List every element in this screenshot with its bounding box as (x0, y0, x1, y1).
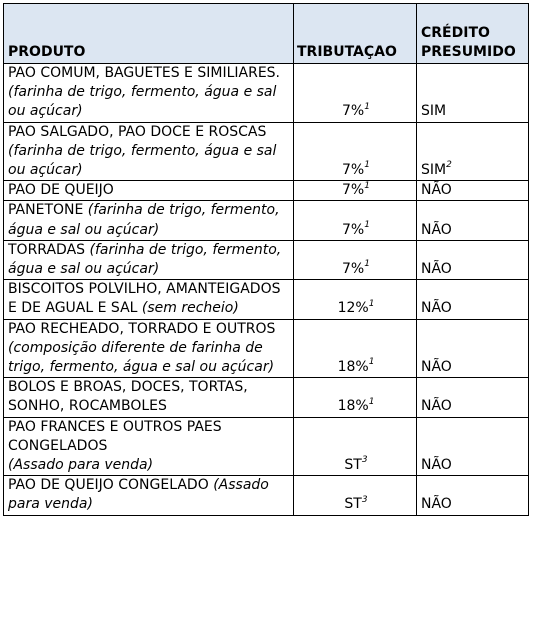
produto-name: PAO FRANCES E OUTROS PAES CONGELADOS (8, 418, 222, 454)
credito-value: NÃO (421, 261, 452, 278)
produto-note: (composição diferente de farinha de trigo, fermento, água e sal ou açúcar) (8, 339, 275, 376)
produto-cell (4, 122, 294, 181)
produto-name: PAO COMUM, BAGUETES E SIMILIARES. (8, 65, 280, 81)
produto-note: (Assado para venda) (8, 457, 154, 474)
produto-name: PANETONE (8, 202, 84, 219)
produto-note: (farinha de trigo, fermento, água e sal ou açúcar) (8, 84, 277, 120)
credito-value: NÃO (421, 182, 452, 199)
produto-name: PAO DE QUEIJO CONGELADO (8, 477, 209, 494)
table-header-row (4, 4, 529, 64)
produto-name: BISCOITOS POLVILHO, AMANTEIGADOS E DE AGUAL E SAL (8, 281, 281, 317)
tributacao-cell (294, 64, 417, 123)
tributacao-cell (294, 201, 417, 240)
tributacao-value: 7% (342, 162, 365, 179)
tributacao-footnote: 1 (368, 357, 375, 368)
credito-value: NÃO (421, 398, 452, 415)
tributacao-footnote: 1 (364, 160, 370, 171)
produto-cell (4, 240, 294, 279)
produto-cell (4, 201, 294, 240)
tributacao-value: 12% (337, 300, 369, 317)
header-credito-presumido (417, 4, 529, 64)
credito-cell (417, 181, 529, 201)
credito-cell (417, 319, 529, 378)
tributacao-cell (294, 280, 417, 319)
produto-name: TORRADAS (8, 241, 86, 258)
tributacao-value: ST (344, 457, 362, 474)
produto-note: (farinha de trigo, fermento, água e sal ou açúcar) (8, 241, 282, 278)
tributacao-footnote: 1 (368, 396, 375, 407)
produto-cell (4, 417, 294, 476)
credito-value: NÃO (421, 496, 452, 513)
produto-name: PAO SALGADO, PAO DOCE E ROSCAS (8, 123, 267, 140)
produto-cell (4, 319, 294, 378)
table-row (4, 319, 529, 378)
produto-cell (4, 476, 294, 515)
tributacao-footnote: 1 (364, 259, 370, 270)
tributacao-cell (294, 319, 417, 378)
produto-cell (4, 280, 294, 319)
tributacao-value: 7% (342, 221, 365, 238)
produto-note: (Assado para venda) (8, 477, 269, 513)
tributacao-value: 7% (342, 103, 365, 120)
table-row (4, 122, 529, 181)
tributacao-cell (294, 181, 417, 201)
tributacao-footnote: 1 (364, 101, 370, 112)
credito-cell (417, 240, 529, 279)
table-row (4, 240, 529, 279)
tributacao-value: 7% (342, 182, 365, 199)
header-produto: PRODUTO (4, 4, 294, 64)
credito-value: NÃO (421, 359, 452, 376)
produto-note: (sem recheio) (141, 300, 239, 317)
tributacao-footnote: 1 (368, 298, 375, 309)
tributacao-footnote: 3 (361, 455, 368, 466)
produto-note: (farinha de trigo, fermento, água e sal ou açúcar) (8, 142, 277, 179)
credito-cell (417, 280, 529, 319)
produto-name: PAO RECHEADO, TORRADO E OUTROS (8, 320, 276, 337)
header-credito-line2: PRESUMIDO (421, 43, 516, 60)
table-row (4, 201, 529, 240)
table-row (4, 476, 529, 515)
credito-cell (417, 201, 529, 240)
produto-name: BOLOS E BROAS, DOCES, TORTAS, SONHO, ROCAMBOLES (8, 379, 248, 415)
credito-value: NÃO (421, 300, 452, 317)
tributacao-footnote: 3 (361, 494, 368, 505)
tributacao-footnote: 1 (364, 180, 370, 191)
credito-cell (417, 378, 529, 417)
tributacao-value: 18% (337, 359, 369, 376)
product-tax-table (3, 3, 529, 516)
credito-value: SIM (421, 162, 447, 179)
table-row (4, 181, 529, 201)
tributacao-cell (294, 476, 417, 515)
tributacao-footnote: 1 (364, 219, 370, 230)
credito-value: NÃO (421, 221, 452, 238)
table-row (4, 378, 529, 417)
tributacao-cell (294, 240, 417, 279)
table-row (4, 64, 529, 123)
tributacao-value: 18% (337, 398, 369, 415)
credito-value: NÃO (421, 457, 452, 474)
credito-cell (417, 476, 529, 515)
tributacao-value: ST (344, 496, 362, 513)
table-row (4, 417, 529, 476)
credito-cell (417, 64, 529, 123)
credito-cell (417, 417, 529, 476)
credito-footnote: 2 (446, 160, 452, 171)
header-credito-line1: CRÉDITO (421, 24, 490, 41)
produto-cell (4, 181, 294, 201)
credito-value: SIM (421, 103, 447, 120)
product-tax-table-container (3, 3, 529, 516)
produto-note: (farinha de trigo, fermento, água e sal ou açúcar) (8, 202, 280, 238)
tributacao-cell (294, 122, 417, 181)
tributacao-cell (294, 417, 417, 476)
table-row (4, 280, 529, 319)
produto-cell (4, 378, 294, 417)
credito-cell (417, 122, 529, 181)
tributacao-value: 7% (342, 261, 365, 278)
header-tributacao: TRIBUTAÇAO (294, 4, 417, 64)
tributacao-cell (294, 378, 417, 417)
produto-cell (4, 64, 294, 123)
produto-name: PAO DE QUEIJO (8, 182, 114, 199)
